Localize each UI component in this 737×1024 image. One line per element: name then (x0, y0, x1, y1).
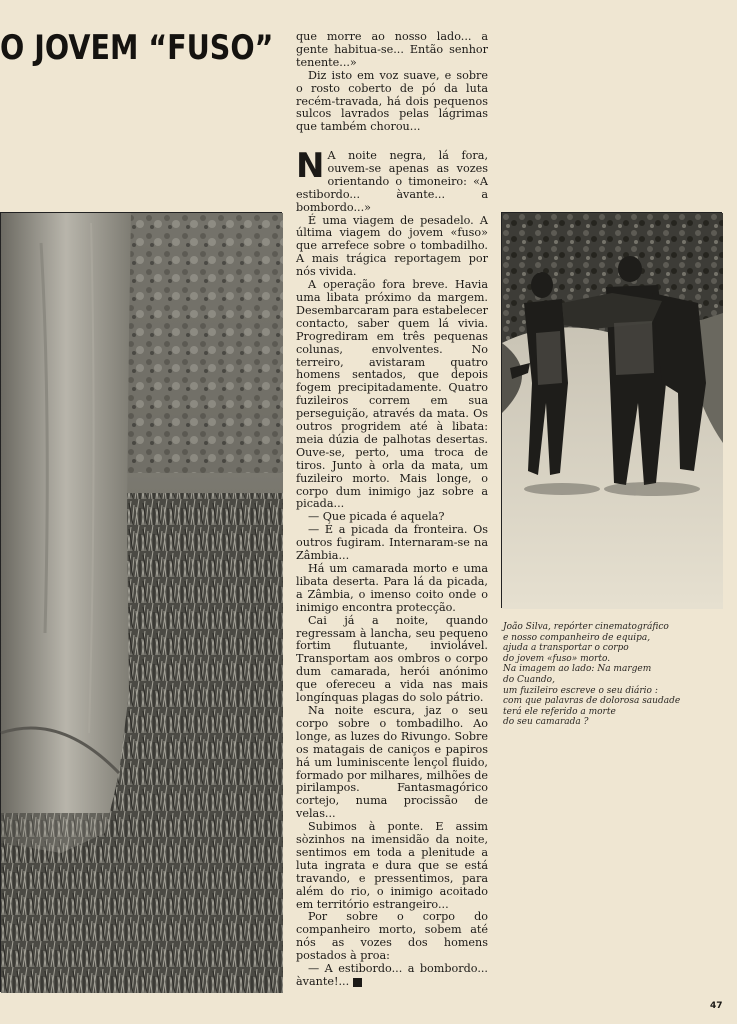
caption-line: com que palavras de dolorosa saudade (503, 696, 681, 707)
column-top (296, 31, 488, 134)
paragraph: Cai já a noite, quando regressam à lancha, seu pequeno fortim flutuante, inviolável. Transportam aos ombros o corpo dum camarada, herói anónimo que ofereceu a vida nas mais longínquas plagas do solo pátrio. (296, 613, 488, 705)
photo-soldiers-image (502, 213, 723, 609)
photo-tree-and-grass-image (1, 213, 283, 993)
paragraph: — Que picada é aquela? (308, 510, 445, 524)
paragraph: Diz isto em voz suave, e sobre o rosto coberto de pó da luta recém-travada, há dois pequenos sulcos lavrados pelas lágrimas que também chorou... (296, 68, 488, 134)
caption-line: do seu camarada ? (503, 717, 589, 728)
caption-line: Na imagem ao lado: Na margem (503, 664, 652, 675)
photo-tree-and-grass (0, 212, 282, 992)
caption-line: do jovem «fuso» morto. (503, 653, 611, 664)
caption-line: João Silva, repórter cinematográfico (503, 622, 669, 632)
paragraph: Há um camarada morto e uma libata deserta. Para lá da picada, a Zâmbia, o imenso coito onde o inimigo encontra protecção. (296, 562, 488, 614)
caption-line: um fuzileiro escreve o seu diário : (503, 685, 658, 696)
first-paragraph-text: A noite negra, lá fora, ouvem-se apenas as vozes orientando o timoneiro: «A estibordo... àvante... a bombordo...» (296, 149, 488, 214)
last-paragraph (296, 963, 488, 989)
caption-line: e nosso companheiro de equipa, (503, 632, 651, 643)
first-paragraph (296, 146, 488, 215)
paragraph: que morre ao nosso lado... a gente habitua-se... Então senhor tenente...» (296, 30, 488, 69)
caption-line: do Cuando, (503, 674, 555, 685)
column-main (296, 146, 489, 989)
photo-soldiers-carrying-comrade (501, 212, 722, 608)
last-paragraph-text: — A estibordo... a bombordo... àvante!... (296, 962, 488, 988)
headline: O JOVEM “FUSO” (0, 28, 274, 68)
drop-cap: N (296, 146, 325, 186)
paragraph: Na noite escura, jaz o seu corpo sobre o tombadilho. Ao longe, as luzes do Rivungo. Sobre os matagais de caniços e papiros há um luminiscente lençol fluido, formado por milhares, milhões de pirilampos. Fantasmagórico cortejo, numa procissão de velas... (296, 703, 488, 821)
end-mark-icon (353, 978, 362, 987)
paragraph: — É a picada da fronteira. Os outros fugiram. Internaram-se na Zâmbia... (296, 523, 488, 563)
page-number: 47 (710, 1001, 723, 1011)
paragraph: A operação fora breve. Havia uma libata próximo da margem. Desembarcaram para estabelecer contacto, saber quem lá vivia. Progrediram em três pequenas colunas, envolventes. No terreiro, avistaram quatro homens sentados, que depois fogem precipitadamente. Quatro fuzileiros correm em sua perseguição, através da mata. Os outros progridem até à libata: meia dúzia de palhotas desertas. Ouve-se, perto, uma troca de tiros. Junto à orla da mata, um fuzileiro morto. Mais longe, o corpo dum inimigo jaz sobre a picada... (296, 278, 489, 511)
paragraph: É uma viagem de pesadelo. A última viagem do jovem «fuso» que arrefece sobre o tombadilho. A mais trágica reportagem por nós vivida. (296, 213, 488, 279)
photo-caption (503, 622, 723, 728)
paragraph: Por sobre o corpo do companheiro morto, sobem até nós as vozes dos homens postados à proa: (296, 910, 488, 963)
caption-line: terá ele referido a morte (503, 706, 616, 717)
paragraph: Subimos à ponte. E assim sòzinhos na imensidão da noite, sentimos em toda a plenitude a luta ingrata e dura que se está travando, e pressentimos, para além do rio, o inimigo acoitado em território estrangeiro... (296, 820, 488, 911)
caption-line: ajuda a transportar o corpo (503, 643, 629, 654)
